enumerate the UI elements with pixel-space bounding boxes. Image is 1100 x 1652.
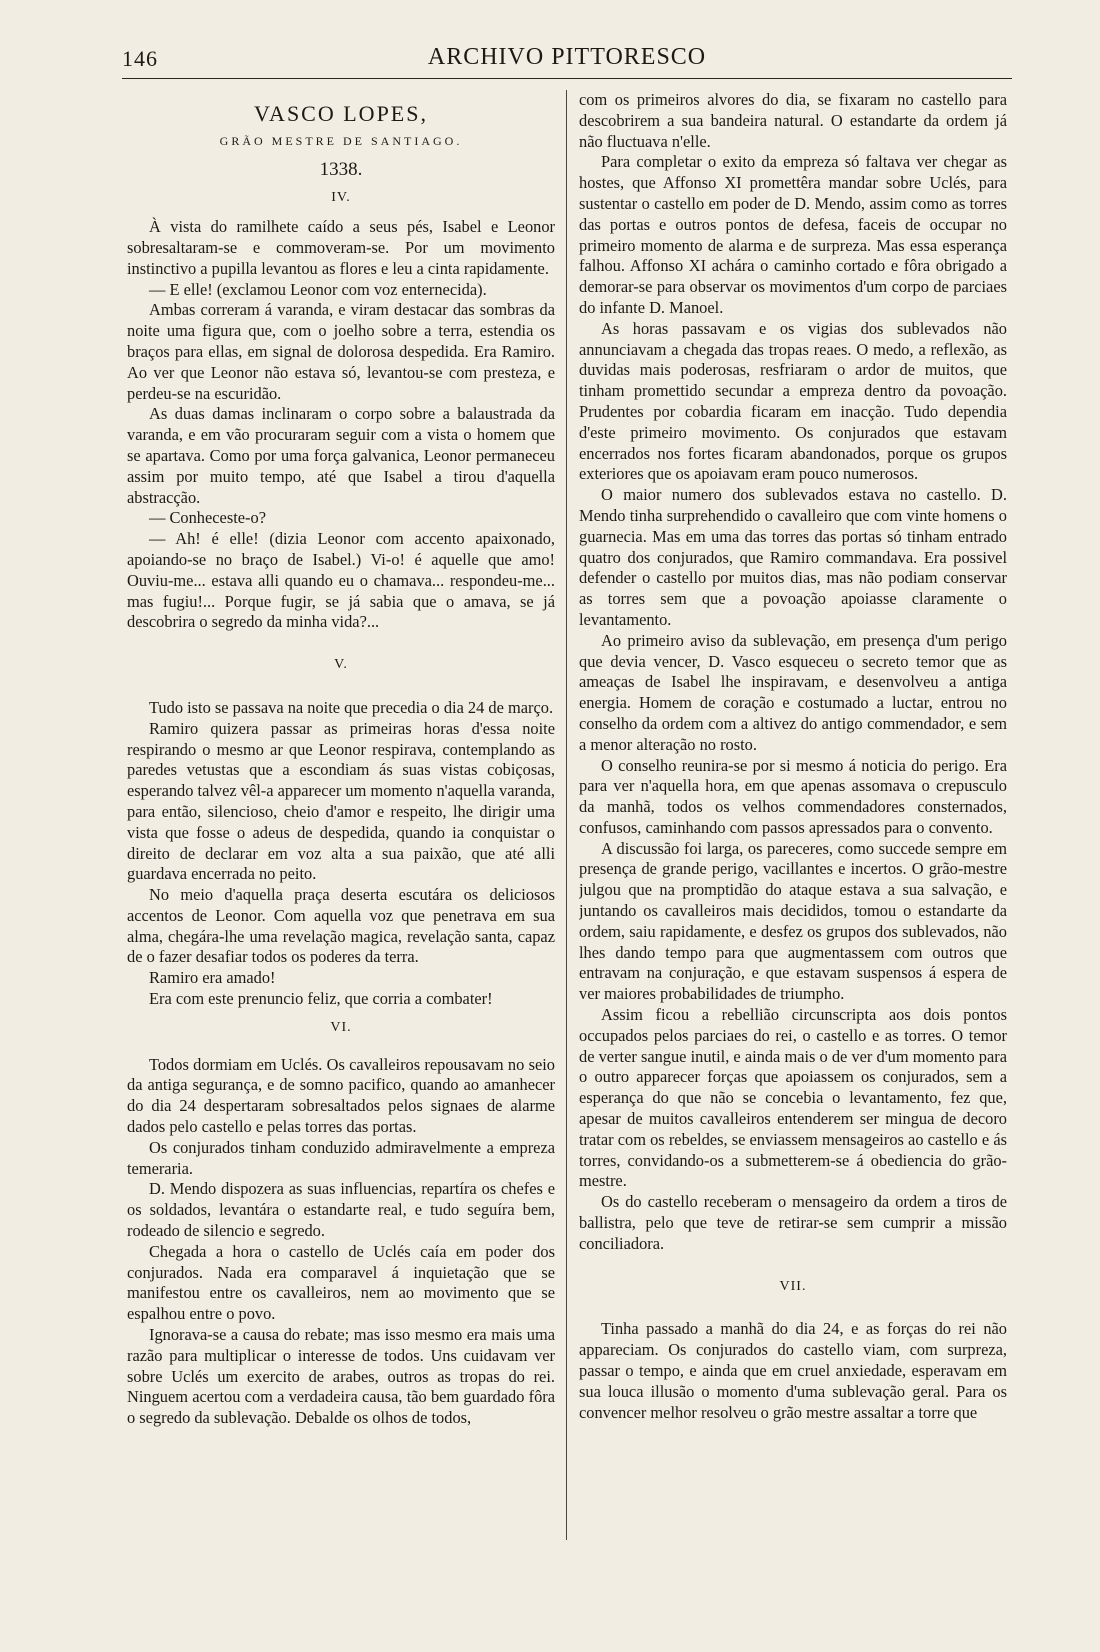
paragraph: Ambas correram á varanda, e viram destacar das sombras da noite uma figura que, com o joelho sobre a terra, estendia os braços para ellas, em signal de dolorosa despedida. Era Ramiro. Ao ver que Leonor não estava só, levantou-se com presteza, e perdeu-se na escuridão. (127, 300, 555, 403)
paragraph: Tinha passado a manhã do dia 24, e as forças do rei não appareciam. Os conjurados do castello viam, com surpreza, passar o tempo, e ainda que em cruel anxiedade, esperavam em sua louca illusão o momento d'uma sublevação geral. Para os convencer melhor resolveu o grão mestre assaltar a torre que (579, 1319, 1007, 1422)
paragraph: As duas damas inclinaram o corpo sobre a balaustrada da varanda, e em vão procuraram seguir com a vista o homem que se apartava. Como por uma força galvanica, Leonor permaneceu assim por muito tempo, até que Isabel a tirou d'aquella abstracção. (127, 404, 555, 507)
paragraph: Para completar o exito da empreza só faltava ver chegar as hostes, que Affonso XI promettêra mandar sobre Uclés, para sustentar o castello em poder de D. Mendo, assim como as torres das portas e outros pontos de defesa, faceis de occupar no primeiro momento de alarma e de surpreza. Mas essa esperança falhou. Affonso XI achára o caminho cortado e fôra obrigado a demorar-se para observar os movimentos d'um corpo de parciaes do infante D. Manoel. (579, 152, 1007, 317)
paragraph: Assim ficou a rebellião circunscripta aos dois pontos occupados pelos parciaes do rei, o castello e as torres. O temor de verter sangue inutil, e ainda mais o de ver d'um momento para o outro apparecer forças que apoiassem os conjurados, sem a esperança do que não se concebia o levantamento, fez que, apesar de muitos cavalleiros entenderem ser mingua de decoro tratar com os rebeldes, se enviassem mensageiros ao castello e ás torres, convidando-os a submetterem-se á obediencia do grão-mestre. (579, 1005, 1007, 1191)
paragraph: Ramiro era amado! (149, 968, 276, 988)
paragraph: À vista do ramilhete caído a seus pés, Isabel e Leonor sobresaltaram-se e commoveram-se. Por um movimento instinctivo a pupilla levantou as flores e leu a cinta rapidamente. (127, 217, 555, 278)
paragraph: Os conjurados tinham conduzido admiravelmente a empreza temeraria. (127, 1137, 555, 1178)
paragraph: Era com este prenuncio feliz, que corria a combater! (149, 989, 493, 1009)
paragraph: — Conheceste-o? (149, 508, 266, 528)
paragraph: Chegada a hora o castello de Uclés caía em poder dos conjurados. Nada era comparavel á inquietação que se manifestou entre os cavalleiros, nem ao movimento que se espalhou entre o povo. (127, 1241, 555, 1324)
paragraph: O maior numero dos sublevados estava no castello. D. Mendo tinha surprehendido o cavalleiro que com vinte homens o guarnecia. Mas em uma das torres das portas só tinham entrado quatro dos conjurados, que Ramiro commandava. Era possivel defender o castello por muitos dias, mas não podiam conservar as torres sem que a povoação apoiasse claramente o levantamento. (579, 485, 1007, 629)
paragraph: com os primeiros alvores do dia, se fixaram no castello para descobrirem a sua bandeira natural. O estandarte da ordem já não fluctuava n'elle. (579, 90, 1007, 151)
running-title: ARCHIVO PITTORESCO (427, 44, 707, 70)
paragraph: Ignorava-se a causa do rebate; mas isso mesmo era mais uma razão para multiplicar o interesse de todos. Uns cuidavam ver sobre Uclés um exercito de arabes, outros as tropas do rei. Ninguem acertou com a verdadeira causa, tão bem guardado fôra o segredo da sublevação. Debalde os olhos de todos, (127, 1325, 555, 1428)
paragraph: Ramiro quizera passar as primeiras horas d'essa noite respirando o mesmo ar que Leonor respirava, contemplando as paredes vetustas que a escondiam ás suas vistas cobiçosas, esperando talvez vêl-a apparecer um momento n'aquella varanda, para então, silencioso, cheio d'amor e respeito, lhe dirigir uma vista que fosse o adeus de despedida, quando ia conquistar o direito de declarar em voz alta a sua paixão, que até alli guardava encerrada no peito. (127, 718, 555, 884)
paragraph: No meio d'aquella praça deserta escutára os deliciosos accentos de Leonor. Com aquella voz que penetrava em sua alma, chegára-lhe uma revelação magica, revelação santa, capaz de o fazer desafiar todos os poderes da terra. (127, 885, 555, 967)
section-heading-v: V. (334, 657, 348, 673)
paragraph: Ao primeiro aviso da sublevação, em presença d'um perigo que devia vencer, D. Vasco esqueceu o secreto temor que as ameaças de Isabel lhe inspiravam, e desenvolveu a antiga energia. Homem de coração e costumado a luctar, entrou no conselho da ordem com a altivez do antigo commendador, e sem a menor alteração no rosto. (579, 630, 1007, 754)
article-subtitle: GRÃO MESTRE DE SANTIAGO. (219, 133, 463, 148)
column-divider (566, 90, 567, 1540)
right-column (579, 90, 1007, 1550)
section-heading-iv: IV. (331, 190, 351, 206)
paragraph: Tudo isto se passava na noite que precedia o dia 24 de março. (149, 697, 554, 717)
paragraph: Os do castello receberam o mensageiro da ordem a tiros de ballistra, pelo que teve de retirar-se sem cumprir a missão conciliadora. (579, 1192, 1007, 1253)
paragraph: As horas passavam e os vigias dos sublevados não annunciavam a chegada das tropas reaes. O medo, a reflexão, as duvidas mais poderosas, resfriaram o ardor de muitos, que tinham promettido secundar a empreza dentro da povoação. Prudentes por cobardia ficaram em inacção. Tudo dependia d'este primeiro movimento. Os conjurados que estavam encerrados nos fortes ficaram abandonados, porque os grupos exteriores que os apoiavam eram pouco numerosos. (579, 318, 1007, 484)
paragraph: Todos dormiam em Uclés. Os cavalleiros repousavam no seio da antiga segurança, e de somno pacifico, quando ao amanhecer do dia 24 despertaram sobresaltados pelos signaes de alarme dados pelo castello e pelas torres das portas. (127, 1054, 555, 1137)
section-heading-vii: VII. (779, 1278, 807, 1294)
page-header (122, 38, 1012, 79)
paragraph: A discussão foi larga, os pareceres, como succede sempre em presença de grande perigo, vacillantes e incertos. O grão-mestre julgou que na promptidão do ataque estava a sua salvação, e juntando os cavalleiros mais decididos, tomou o estandarte da ordem, saiu rapidamente, e desfez os grupos dos sublevados, não lhes dando tempo para que augmentassem com outros que entravam na conjuração, e que estavam suspensos á espera de ver maiores probabilidades de triumpho. (579, 838, 1007, 1004)
left-column (127, 90, 555, 1550)
paragraph: — Ah! é elle! (dizia Leonor com accento apaixonado, apoiando-se no braço de Isabel.) Vi-o! é aquelle que amo! Ouviu-me... estava alli quando eu o chamava... respondeu-me... mas fugiu!... Porque fugir, se já sabia que o amava, se já descobrira o segredo da minha vida?... (127, 529, 555, 632)
paragraph: D. Mendo dispozera as suas influencias, repartíra os chefes e os soldados, levantára o estandarte real, e tudo seguíra bem, rodeado de silencio e segredo. (127, 1179, 555, 1241)
paragraph: O conselho reunira-se por si mesmo á noticia do perigo. Era para ver n'aquella hora, em que apenas assomava o crepusculo da manhã, todos os velhos commendadores consternados, confusos, caminhando com passos apressados para o convento. (579, 755, 1007, 837)
article-title: VASCO LOPES, (254, 101, 428, 126)
article-date: 1338. (319, 158, 363, 180)
page-number: 146 (122, 46, 158, 71)
paragraph: — E elle! (exclamou Leonor com voz enternecida). (149, 279, 487, 299)
section-heading-vi: VI. (330, 1019, 352, 1035)
